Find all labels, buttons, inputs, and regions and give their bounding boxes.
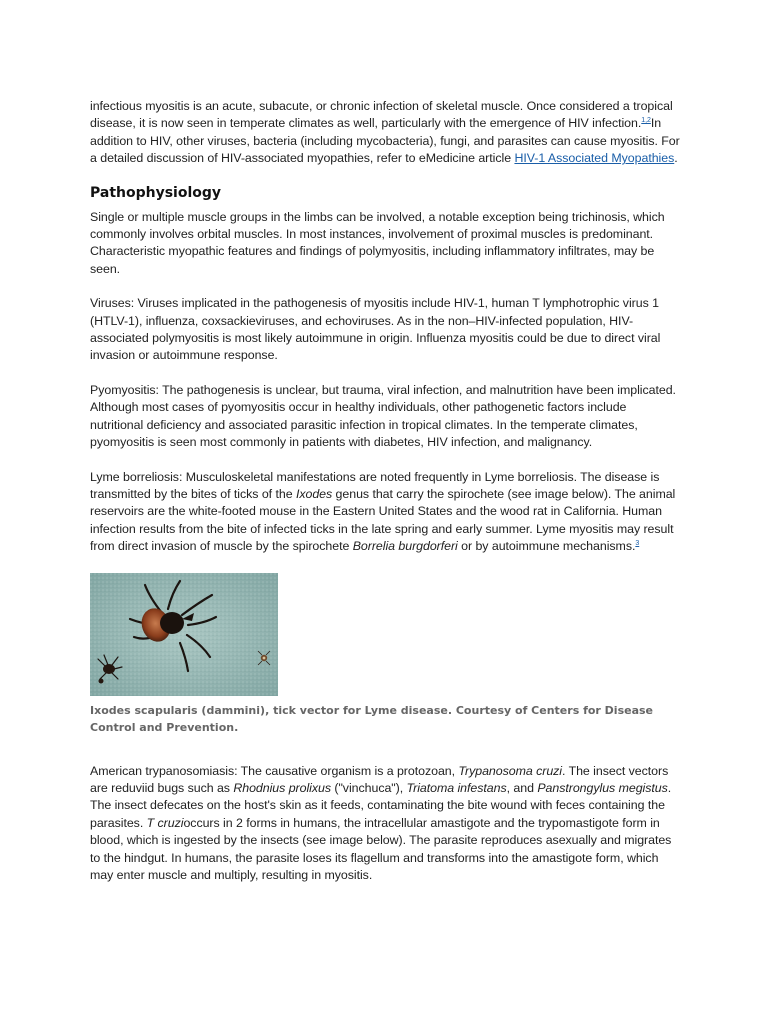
tryp-trypanosoma: Trypanosoma cruzi [458, 763, 563, 778]
figure-caption: Ixodes scapularis (dammini), tick vector for Lyme disease. Courtesy of Centers for Disease Control and Prevention. [90, 703, 654, 734]
pathophysiology-paragraph: Single or multiple muscle groups in the limbs can be involved, a notable exception being trichinosis, which commonly involves orbital muscles. In most instances, involvement of proximal muscles is predominant. Characteristic myopathic features and findings of polymyositis, including inflammatory infiltrates, may be seen. [90, 209, 665, 276]
tryp-text-e: ("vinchuca"), [330, 780, 407, 795]
lyme-ixodes: Ixodes [295, 486, 333, 501]
tryp-rhodnius: Rhodnius prolixus [233, 780, 331, 795]
tryp-panstrongylus: Panstrongylus megistus [537, 780, 668, 795]
tryp-text-k: occurs in 2 forms in humans, the intracellular amastigote and the trypomastigote form in blood, which is ingested by the insects (see image below). The parasite reproduces asexually and migrates to the hindgut. In humans, the parasite loses its flagellum and transforms into the amastigote form, which may enter muscle and multiply, resulting in myositis. [90, 815, 672, 882]
intro-paragraph [90, 98, 680, 168]
viruses-paragraph: Viruses: Viruses implicated in the pathogenesis of myositis include HIV-1, human T lymphotrophic virus 1 (HTLV-1), influenza, coxsackieviruses, and echoviruses. As in the non–HIV-infected population, HIV-associated polymyositis is most likely autoimmune in origin. Influenza myositis could be due to direct viral invasion or autoimmune response. [90, 296, 661, 363]
intro-text-3: . [674, 151, 678, 166]
tryp-tcruzi: T cruzi [146, 815, 184, 830]
reference-3[interactable]: 3 [635, 540, 640, 547]
lyme-text-c: genus that carry the spirochete (see image below). The animal reservoirs are the white-footed mouse in the Eastern United States and the wood rat in California. Human infection results from the bite of infected ticks in the late spring and early summer. Lyme myositis may result from direct invasion of muscle by the spirochete [90, 486, 676, 554]
tick-image[interactable] [90, 573, 680, 696]
intro-text-1: infectious myositis is an acute, subacute, or chronic infection of skeletal muscle. Once considered a tropical disease, it is now seen in temperate climates as well, particularly with the emergence of HIV infection. [90, 99, 673, 131]
reference-1-2[interactable]: 1,2 [641, 117, 651, 125]
lyme-text-a: Lyme borreliosis: Musculoskeletal manifestations are noted frequently in Lyme borreliosis. The disease is transmitted by the bites of ticks of the [90, 469, 660, 501]
article-content [90, 98, 680, 901]
tryp-text-i: . The insect defecates on the host's skin as it feeds, contaminating the bite wound with feces containing the parasites. [90, 780, 672, 830]
pyomyositis-paragraph: Pyomyositis: The pathogenesis is unclear, but trauma, viral infection, and malnutrition have been implicated. Although most cases of pyomyositis occur in healthy individuals, other pathogenetic factors include nutritional deficiency and associated parasitic infection in tropical climates. In the temperate climates, pyomyositis is seen most commonly in patients with diabetes, HIV infection, and malignancy. [90, 382, 676, 450]
lyme-text-e: or by autoimmune mechanisms. [457, 539, 636, 554]
tryp-triatoma: Triatoma infestans [406, 780, 507, 795]
lyme-paragraph [90, 469, 680, 556]
trypanosomiasis-paragraph [90, 763, 680, 885]
tick-photo [90, 573, 278, 696]
intro-text-2: In addition to HIV, other viruses, bacteria (including mycobacteria), fungi, and parasites can cause myositis. For a detailed discussion of HIV-associated myopathies, refer to eMedicine article [90, 116, 680, 166]
tryp-text-a: American trypanosomiasis: The causative organism is a protozoan, [90, 763, 459, 778]
lyme-borrelia: Borrelia burgdorferi [352, 539, 458, 554]
tryp-text-g: , and [506, 780, 538, 795]
tryp-text-c: . The insect vectors are reduviid bugs such as [90, 763, 669, 795]
pathophysiology-heading: Pathophysiology [90, 184, 222, 201]
hiv-myopathies-link[interactable]: HIV-1 Associated Myopathies [514, 151, 675, 166]
